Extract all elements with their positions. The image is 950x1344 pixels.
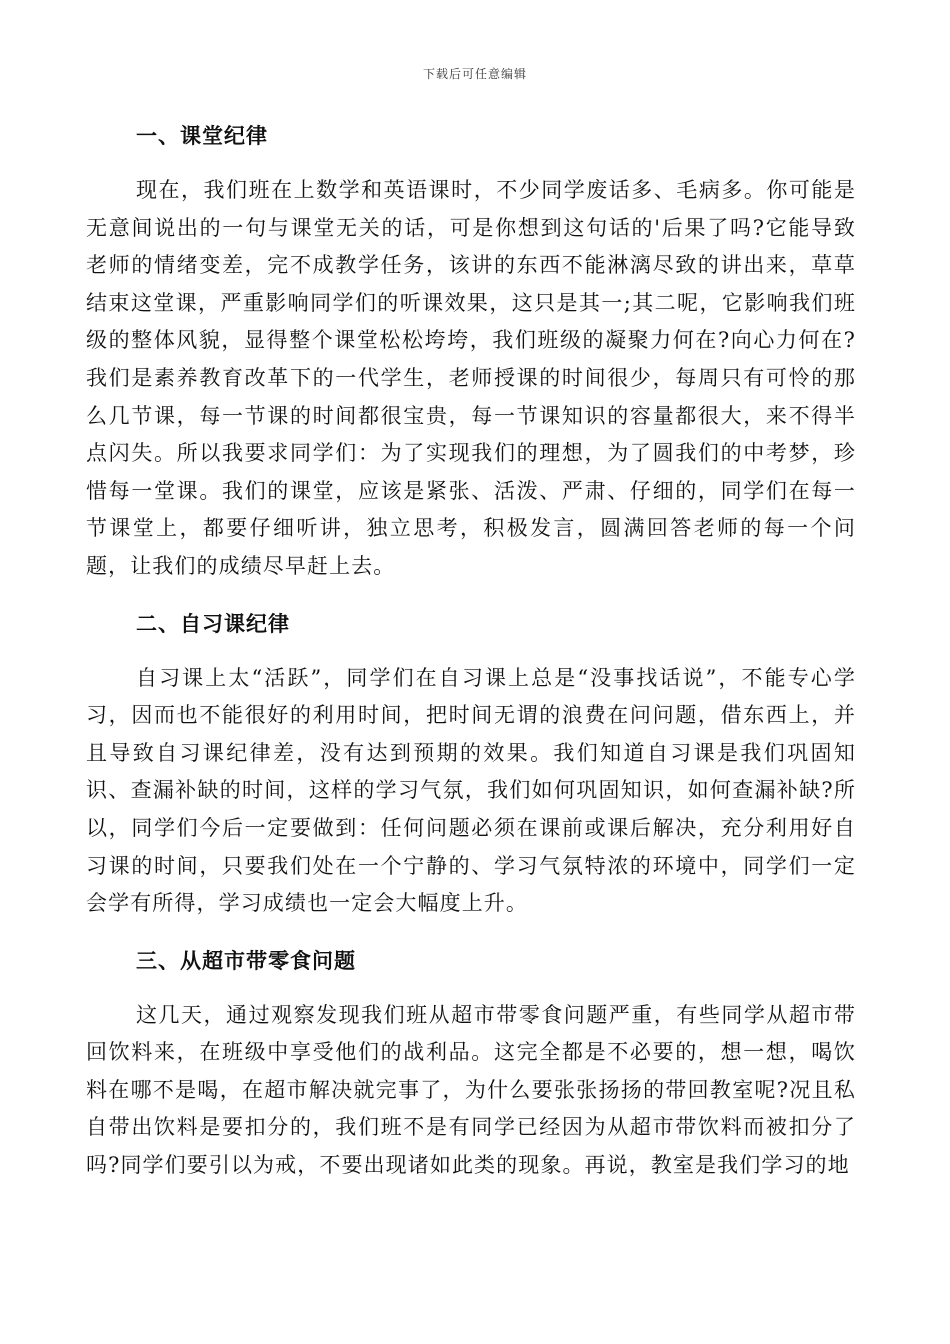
- page-header: 下载后可任意编辑: [422, 67, 527, 81]
- section-title: 三、从超市带零食问题: [136, 948, 356, 973]
- section-title: 一、课堂纪律: [136, 124, 268, 148]
- section-title: 二、自习课纪律: [136, 611, 290, 636]
- section-classroom-discipline: [86, 118, 856, 586]
- document-body: [86, 118, 856, 1205]
- section-paragraph: 自习课上太“活跃”，同学们在自习课上总是“没事找话说”，不能专心学习，因而也不能很好的利用时间，把时间无谓的浪费在问问题，借东西上，并且导致自习课纪律差，没有达到预期的效果。我们知道自习课是我们巩固知识、查漏补缺的时间，这样的学习气氛，我们如何巩固知识，如何查漏补缺?所以，同学们今后一定要做到：任何问题必须在课前或课后解决，充分利用好自习课的时间，只要我们处在一个宁静的、学习气氛特浓的环境中，同学们一定会学有所得，学习成绩也一定会大幅度上升。: [86, 665, 856, 916]
- section-paragraph: 现在，我们班在上数学和英语课时，不少同学废话多、毛病多。你可能是无意间说出的一句与课堂无关的话，可是你想到这句话的'后果了吗?它能导致老师的情绪变差，完不成教学任务，该讲的东西不能淋漓尽致的讲出来，草草结束这堂课，严重影响同学们的听课效果，这只是其一;其二呢，它影响我们班级的整体风貌，显得整个课堂松松垮垮，我们班级的凝聚力何在?向心力何在?我们是素养教育改革下的一代学生，老师授课的时间很少，每周只有可怜的那么几节课，每一节课的时间都很宝贵，每一节课知识的容量都很大，来不得半点闪失。所以我要求同学们：为了实现我们的理想，为了圆我们的中考梦，珍惜每一堂课。我们的课堂，应该是紧张、活泼、严肃、仔细的，同学们在每一节课堂上，都要仔细听讲，独立思考，积极发言，圆满回答老师的每一个问题，让我们的成绩尽早赶上去。: [86, 178, 856, 578]
- section-snacks-issue: [86, 943, 856, 1185]
- section-self-study-discipline: [86, 606, 856, 923]
- section-paragraph: 这几天，通过观察发现我们班从超市带零食问题严重，有些同学从超市带回饮料来，在班级中享受他们的战利品。这完全都是不必要的，想一想，喝饮料在哪不是喝，在超市解决就完事了，为什么要张张扬扬的带回教室呢?况且私自带出饮料是要扣分的，我们班不是有同学已经因为从超市带饮料而被扣分了吗?同学们要引以为戒，不要出现诸如此类的现象。再说，教室是我们学习的地: [86, 1002, 856, 1178]
